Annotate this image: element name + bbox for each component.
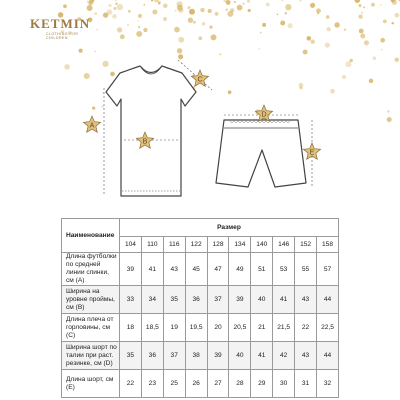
measurement-value: 43 (163, 253, 185, 286)
size-116: 116 (163, 237, 185, 253)
measurement-value: 20,5 (229, 314, 251, 342)
measurement-value: 43 (295, 342, 317, 370)
size-122: 122 (185, 237, 207, 253)
brand-tagline-line-2: CHILDREN (46, 36, 68, 40)
measurement-value: 21,5 (273, 314, 295, 342)
measurement-name: Ширина шорт по талии при раст. резинке, см (D) (62, 342, 120, 370)
measurement-value: 49 (229, 253, 251, 286)
measurement-value: 37 (207, 286, 229, 314)
measurement-value: 36 (185, 286, 207, 314)
measurement-value: 43 (295, 286, 317, 314)
measurement-value: 57 (317, 253, 339, 286)
table-header-row (62, 219, 339, 237)
measurement-value: 40 (251, 286, 273, 314)
measurement-value: 41 (251, 342, 273, 370)
size-128: 128 (207, 237, 229, 253)
measurement-value: 19 (163, 314, 185, 342)
measurement-value: 34 (141, 286, 163, 314)
measurement-value: 20 (207, 314, 229, 342)
measurement-value: 39 (207, 342, 229, 370)
measurement-value: 36 (141, 342, 163, 370)
measurement-value: 41 (273, 286, 295, 314)
measurement-value: 31 (295, 370, 317, 398)
size-152: 152 (295, 237, 317, 253)
measurement-value: 19,5 (185, 314, 207, 342)
measurement-value: 42 (273, 342, 295, 370)
tshirt-outline (106, 66, 196, 196)
measurement-value: 35 (120, 342, 142, 370)
measurement-value: 41 (141, 253, 163, 286)
table-row (62, 342, 339, 370)
measurement-value: 44 (317, 286, 339, 314)
size-110: 110 (141, 237, 163, 253)
measurement-name: Ширина на уровне проймы, см (B) (62, 286, 120, 314)
measurement-name: Длина плеча от горловины, см (C) (62, 314, 120, 342)
size-140: 140 (251, 237, 273, 253)
brand-tagline-line-1: CLOTHING FOR (46, 32, 79, 36)
measurement-value: 51 (251, 253, 273, 286)
measurement-value: 35 (163, 286, 185, 314)
measurement-value: 33 (120, 286, 142, 314)
star-label-d: D (261, 111, 267, 119)
measurement-value: 40 (229, 342, 251, 370)
measurement-value: 37 (163, 342, 185, 370)
measurement-value: 27 (207, 370, 229, 398)
measurement-value: 21 (251, 314, 273, 342)
measurement-value: 45 (185, 253, 207, 286)
measurement-value: 26 (185, 370, 207, 398)
measurement-value: 55 (295, 253, 317, 286)
measurement-value: 23 (141, 370, 163, 398)
table-row (62, 253, 339, 286)
star-label-e: E (309, 149, 315, 157)
measurement-value: 44 (317, 342, 339, 370)
measurement-value: 29 (251, 370, 273, 398)
measurement-value: 28 (229, 370, 251, 398)
measurement-name: Длина шорт, см (E) (62, 370, 120, 398)
measurement-value: 18,5 (141, 314, 163, 342)
brand-name: KETMIN (30, 16, 91, 31)
measurement-value: 39 (120, 253, 142, 286)
measurement-value: 22 (295, 314, 317, 342)
measurement-value: 22 (120, 370, 142, 398)
measurement-value: 47 (207, 253, 229, 286)
size-table (61, 218, 339, 398)
measurement-value: 18 (120, 314, 142, 342)
table-row (62, 286, 339, 314)
measurement-value: 53 (273, 253, 295, 286)
table-row (62, 314, 339, 342)
measurement-value: 39 (229, 286, 251, 314)
measurement-value: 38 (185, 342, 207, 370)
table-row (62, 370, 339, 398)
measurement-value: 32 (317, 370, 339, 398)
measurement-value: 25 (163, 370, 185, 398)
size-146: 146 (273, 237, 295, 253)
measurement-value: 22,5 (317, 314, 339, 342)
size-158: 158 (317, 237, 339, 253)
size-104: 104 (120, 237, 142, 253)
column-header-size: Размер (120, 219, 339, 237)
measurement-name: Длина футболки по средней линии спинки, см (А) (62, 253, 120, 286)
star-label-b: B (142, 138, 148, 146)
column-header-name: Наименование (62, 219, 120, 253)
star-label-a: A (89, 122, 95, 130)
measurement-value: 30 (273, 370, 295, 398)
size-134: 134 (229, 237, 251, 253)
star-label-c: C (197, 76, 203, 84)
shorts-outline (216, 120, 306, 187)
